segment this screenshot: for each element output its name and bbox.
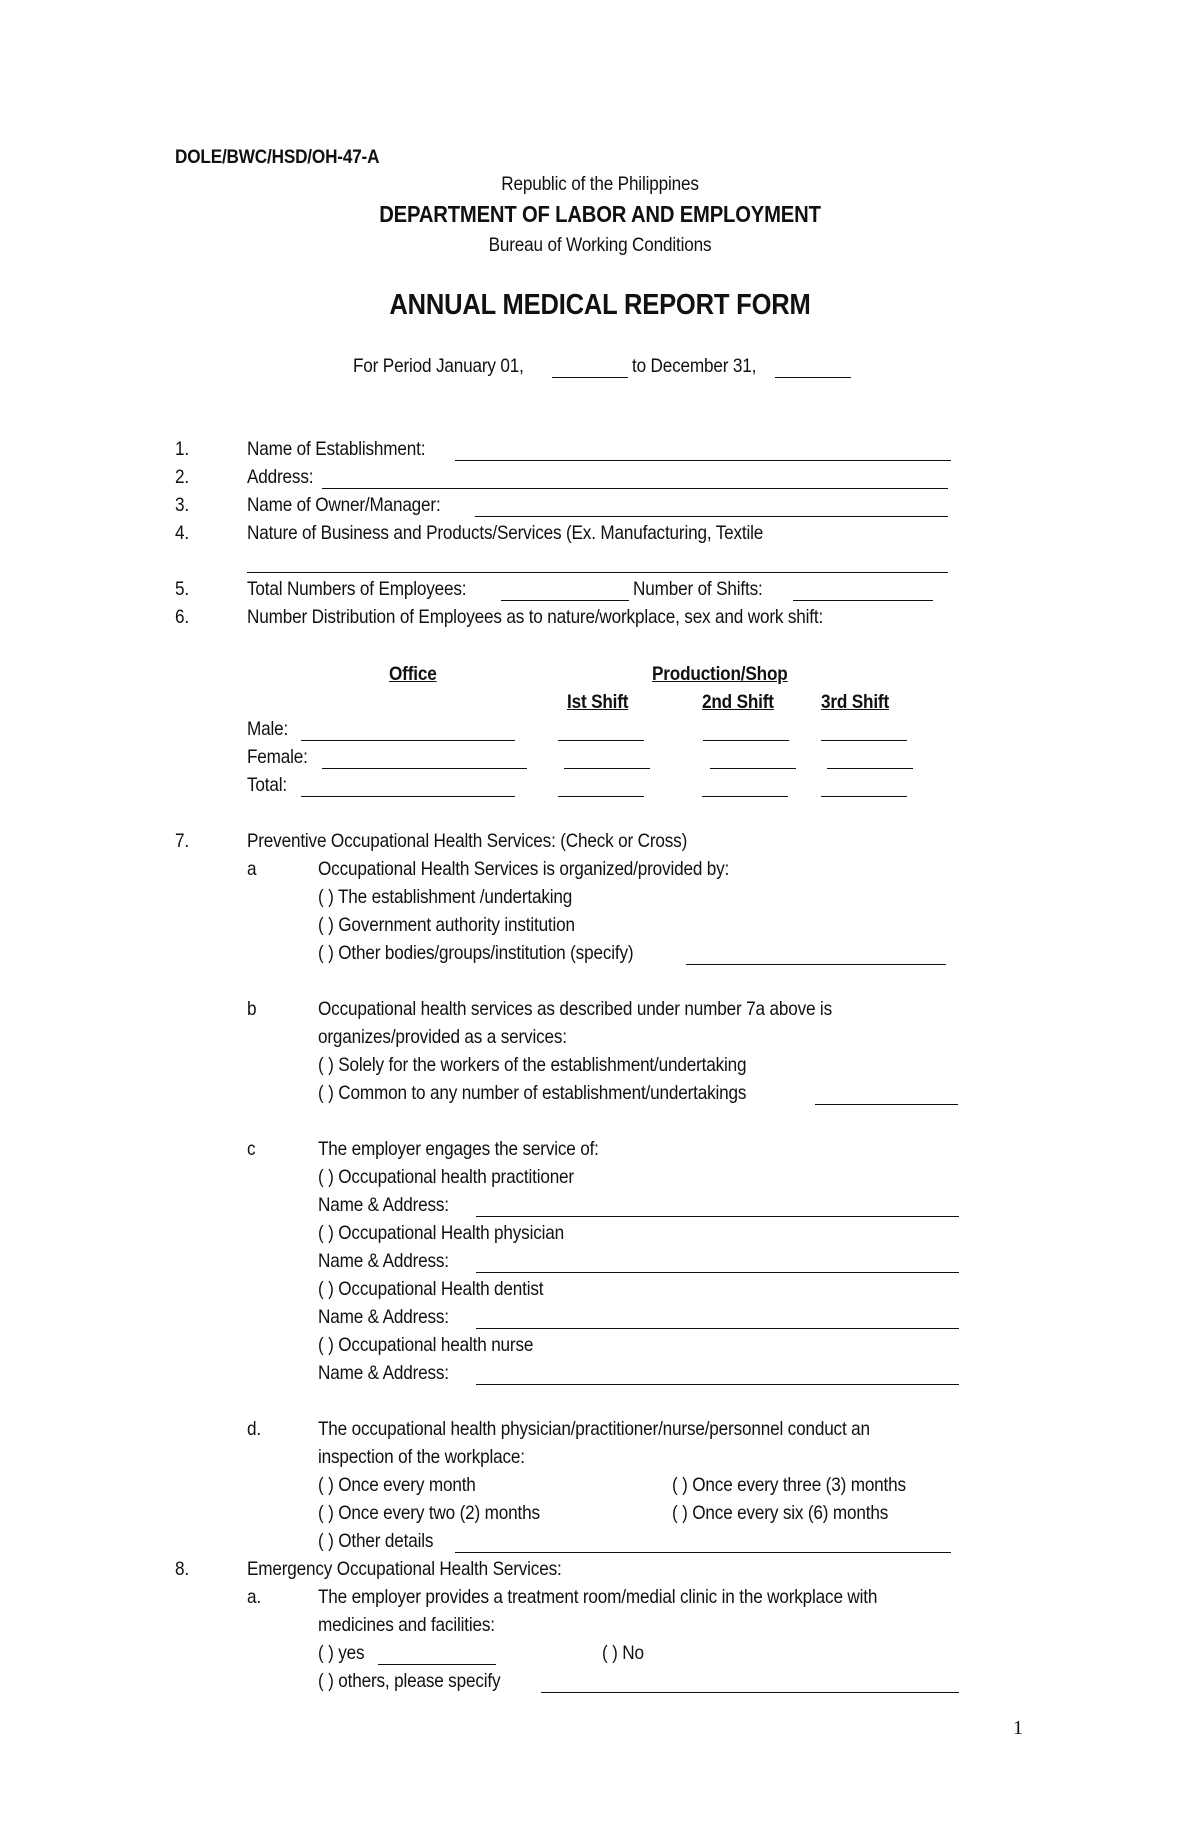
distribution-label: Number Distribution of Employees as to nature/workplace, sex and work shift: xyxy=(247,606,824,628)
female-shift1-field[interactable] xyxy=(564,768,650,769)
item-number-5: 5. xyxy=(175,578,189,600)
item-number-1: 1. xyxy=(175,438,189,460)
production-shop-header: Production/Shop xyxy=(652,663,788,685)
option-government[interactable]: ( ) Government authority institution xyxy=(318,914,575,936)
section-7d-text-line1: The occupational health physician/practitioner/nurse/personnel conduct an xyxy=(318,1418,870,1440)
first-shift-header: Ist Shift xyxy=(567,691,629,713)
practitioner-name-address-label: Name & Address: xyxy=(318,1194,449,1216)
option-nurse[interactable]: ( ) Occupational health nurse xyxy=(318,1334,534,1356)
option-once-every-two-months[interactable]: ( ) Once every two (2) months xyxy=(318,1502,540,1524)
male-shift2-field[interactable] xyxy=(703,740,789,741)
yes-field[interactable] xyxy=(378,1664,496,1665)
item-number-7: 7. xyxy=(175,830,189,852)
female-shift3-field[interactable] xyxy=(827,768,913,769)
option-no[interactable]: ( ) No xyxy=(602,1642,644,1664)
common-establishments-field[interactable] xyxy=(815,1104,958,1105)
period-end-year-field[interactable] xyxy=(775,377,851,378)
second-shift-header: 2nd Shift xyxy=(702,691,774,713)
section-7d-letter: d. xyxy=(247,1418,261,1440)
option-common-to-establishments[interactable]: ( ) Common to any number of establishment/undertakings xyxy=(318,1082,747,1104)
item-number-4: 4. xyxy=(175,522,189,544)
male-label: Male: xyxy=(247,718,289,740)
nature-of-business-label: Nature of Business and Products/Services (Ex. Manufacturing, Textile xyxy=(247,522,764,544)
item-number-2: 2. xyxy=(175,466,189,488)
number-of-shifts-label: Number of Shifts: xyxy=(633,578,763,600)
preventive-services-title: Preventive Occupational Health Services: (Check or Cross) xyxy=(247,830,688,852)
section-7b-letter: b xyxy=(247,998,257,1020)
total-employees-label: Total Numbers of Employees: xyxy=(247,578,467,600)
male-shift3-field[interactable] xyxy=(821,740,907,741)
nurse-name-address-field[interactable] xyxy=(476,1384,959,1385)
nature-of-business-field[interactable] xyxy=(247,572,948,573)
total-shift1-field[interactable] xyxy=(558,796,644,797)
physician-name-address-label: Name & Address: xyxy=(318,1250,449,1272)
section-8a-text-line1: The employer provides a treatment room/medial clinic in the workplace with xyxy=(318,1586,878,1608)
option-once-every-month[interactable]: ( ) Once every month xyxy=(318,1474,476,1496)
option-solely-for-workers[interactable]: ( ) Solely for the workers of the establishment/undertaking xyxy=(318,1054,747,1076)
address-label: Address: xyxy=(247,466,314,488)
option-other-bodies[interactable]: ( ) Other bodies/groups/institution (specify) xyxy=(318,942,634,964)
section-7c-letter: c xyxy=(247,1138,256,1160)
section-7a-text: Occupational Health Services is organized/provided by: xyxy=(318,858,730,880)
owner-manager-label: Name of Owner/Manager: xyxy=(247,494,441,516)
page-title: ANNUAL MEDICAL REPORT FORM xyxy=(389,289,811,321)
nurse-name-address-label: Name & Address: xyxy=(318,1362,449,1384)
section-8a-text-line2: medicines and facilities: xyxy=(318,1614,495,1636)
section-7a-letter: a xyxy=(247,858,257,880)
item-number-3: 3. xyxy=(175,494,189,516)
form-code: DOLE/BWC/HSD/OH-47-A xyxy=(175,146,380,168)
third-shift-header: 3rd Shift xyxy=(821,691,890,713)
option-physician[interactable]: ( ) Occupational Health physician xyxy=(318,1222,565,1244)
total-office-field[interactable] xyxy=(301,796,515,797)
total-employees-field[interactable] xyxy=(501,600,629,601)
male-shift1-field[interactable] xyxy=(558,740,644,741)
section-7c-text: The employer engages the service of: xyxy=(318,1138,599,1160)
section-8a-letter: a. xyxy=(247,1586,261,1608)
option-establishment[interactable]: ( ) The establishment /undertaking xyxy=(318,886,573,908)
owner-manager-field[interactable] xyxy=(475,516,948,517)
others-specify-field[interactable] xyxy=(541,1692,959,1693)
option-yes[interactable]: ( ) yes xyxy=(318,1642,365,1664)
number-of-shifts-field[interactable] xyxy=(793,600,933,601)
period-start-year-field[interactable] xyxy=(552,377,628,378)
other-bodies-specify-field[interactable] xyxy=(686,964,946,965)
option-once-every-six-months[interactable]: ( ) Once every six (6) months xyxy=(672,1502,889,1524)
option-other-details[interactable]: ( ) Other details xyxy=(318,1530,434,1552)
section-7b-text-line2: organizes/provided as a services: xyxy=(318,1026,567,1048)
female-office-field[interactable] xyxy=(322,768,527,769)
item-number-6: 6. xyxy=(175,606,189,628)
item-number-8: 8. xyxy=(175,1558,189,1580)
establishment-name-field[interactable] xyxy=(455,460,951,461)
department-heading: DEPARTMENT OF LABOR AND EMPLOYMENT xyxy=(379,201,821,227)
page-number: 1 xyxy=(1013,1717,1023,1739)
section-7b-text-line1: Occupational health services as described under number 7a above is xyxy=(318,998,832,1020)
female-label: Female: xyxy=(247,746,308,768)
republic-heading: Republic of the Philippines xyxy=(501,173,699,195)
female-shift2-field[interactable] xyxy=(710,768,796,769)
option-others-specify[interactable]: ( ) others, please specify xyxy=(318,1670,501,1692)
total-shift2-field[interactable] xyxy=(702,796,788,797)
practitioner-name-address-field[interactable] xyxy=(476,1216,959,1217)
option-practitioner[interactable]: ( ) Occupational health practitioner xyxy=(318,1166,574,1188)
total-label: Total: xyxy=(247,774,287,796)
option-dentist[interactable]: ( ) Occupational Health dentist xyxy=(318,1278,544,1300)
dentist-name-address-label: Name & Address: xyxy=(318,1306,449,1328)
other-details-field[interactable] xyxy=(455,1552,951,1553)
section-7d-text-line2: inspection of the workplace: xyxy=(318,1446,525,1468)
total-shift3-field[interactable] xyxy=(821,796,907,797)
period-prefix: For Period January 01, xyxy=(353,355,524,377)
bureau-heading: Bureau of Working Conditions xyxy=(488,234,712,256)
dentist-name-address-field[interactable] xyxy=(476,1328,959,1329)
address-field[interactable] xyxy=(322,488,948,489)
emergency-services-title: Emergency Occupational Health Services: xyxy=(247,1558,562,1580)
physician-name-address-field[interactable] xyxy=(476,1272,959,1273)
establishment-name-label: Name of Establishment: xyxy=(247,438,426,460)
option-once-every-three-months[interactable]: ( ) Once every three (3) months xyxy=(672,1474,906,1496)
period-middle: to December 31, xyxy=(632,355,757,377)
male-office-field[interactable] xyxy=(301,740,515,741)
office-column-header: Office xyxy=(389,663,437,685)
